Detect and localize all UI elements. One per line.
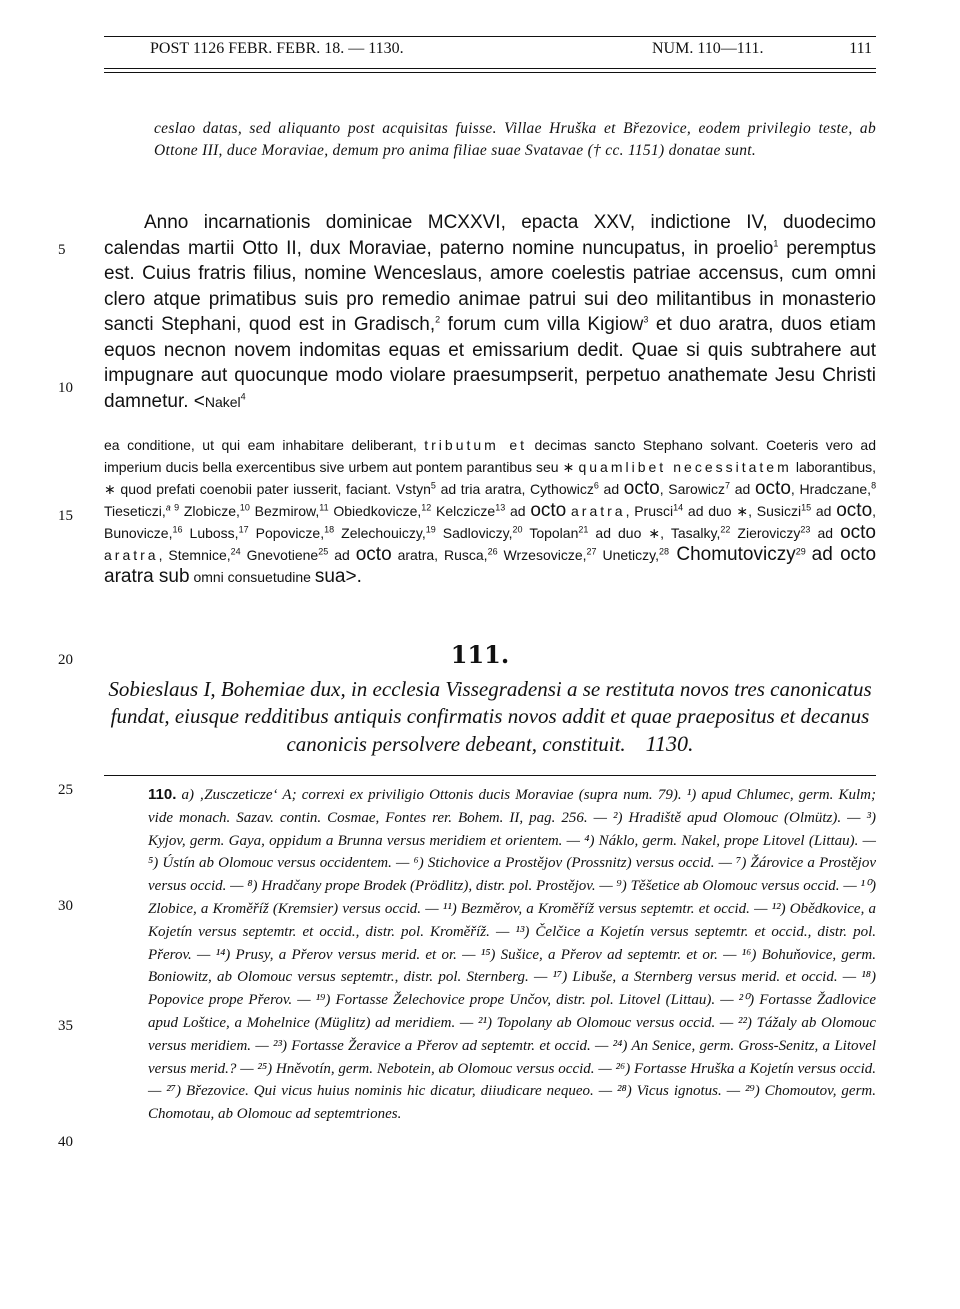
intro-paragraph: ceslao datas, sed aliquanto post acquisitas fuisse. Villae Hruška et Březovice, eodem privilegio teste, ab Ottone III, duce Moraviae, demum pro anima filiae suae Svatavae († cc. 1151) donatae sunt.	[154, 120, 876, 159]
footnotes: 110. a) ‚Zusczeticze‘ A; correxi ex priviligio Ottonis ducis Moraviae (supra num. 79). ¹) apud Chlumec, germ. Kulm; vide monach. Sazav. contin. Cosmae, Fontes rer. Bohem. II, pag. 256. — ²) Hradiště apud Olomouc (Olmütz). — ³) Kyjov, germ. Gaya, oppidum a Brunna versus meridiem et orientem. — ⁴) Náklo, germ. Nakel, prope Litovel (Littau). — ⁵) Ústín ab Olomouc versus occidentem. — ⁶) Stichovice a Prostějov (Prossnitz) versus occid. — ⁷) Žárovice a Prostějov versus occid. — ⁸) Hradčany prope Brodek (Prödlitz), distr. pol. Prostějov. — ⁹) Těšetice ab Olomouc versus occid. — ¹⁰) Zlobice, a Kroměříž (Kremsier) versus occid. — ¹¹) Bezměrov, a Kroměříž versus septemtr. et occid. — ¹²) Obědkovice, a Kojetín versus septemtr. et occid., distr. pol. Kroměříž. — ¹³) Čelčice a Kojetín versus septemtr. et occid., distr. pol. Přerov. — ¹⁴) Prusy, a Přerov versus merid. et or. — ¹⁵) Sušice, a Přerov ad septemtr. et or. — ¹⁶) Bohuňovice, germ. Boniowitz, ab Olomouc versus septemtr., distr. pol. Sternberg. — ¹⁷) Libuše, a Sternberg versus merid. et occid. — ¹⁸) Popovice prope Přerov. — ¹⁹) Fortasse Želechovice prope Unčov, distr. pol. Litovel (Littau). — ²⁰) Fortasse Žadlovice apud Loštice, a Mohelnice (Müglitz) ad meridiem. — ²¹) Topolany ab Olomouc versus occid. — ²²) Tážaly ab Olomouc versus meridiem. — ²³) Fortasse Žeravice a Přerov ad septemtr. et occid. — ²⁴) An Senice, germ. Gross-Senitz, a Litovel versus merid.? — ²⁵) Hněvotín, germ. Nebotein, ab Olomouc versus occid. — ²⁶) Fortasse Hruška a Kojetín versus occid. — ²⁷) Březovice. Qui vicus huius nominis hic dicatur, diiudicare nequeo. — ²⁸) Vicus ignotus. — ²⁹) Chomoutov, germ. Chomotau, ab Olomouc ad septemtriones.	[148, 786, 877, 1123]
footnote-label: 110.	[148, 786, 177, 803]
line-number: 10	[58, 380, 73, 396]
interpolation-text: ea conditione, ut qui eam inhabitare deliberant, tributum et decimas sancto Stephano solvant. Coeteris vero ad imperium ducis bella exercentibus sive urbem aut pontem parantibus seu ∗ quamlibet necessitatem laborantibus, ∗ quod prefati coenobii pater iusserit, faciant. Vstyn$^5$ ad tria aratra, Cythowicz$^6$ ad octo, Sarowicz$^7$ ad octo, Hradczane,$^8$ Tieseticzi,$^{a 9}$ Zlobicze,$^{10}$ Bezmirow,$^{11}$ Obiedkovicze,$^{12}$ Kelczicze$^{13}$ ad octo aratra, Prusci$^{14}$ ad duo ∗, Susiczi$^{15}$ ad octo, Bunovicze,$^{16}$ Luboss,$^{17}$ Popovicze,$^{18}$ Zelechouiczy,$^{19}$ Sadloviczy,$^{20}$ Topolan$^{21}$ ad duo ∗, Tasalky,$^{22}$ Zieroviczy$^{23}$ ad octo aratra, Stemnice,$^{24}$ Gnevotiene$^{25}$ ad octo aratra, Rusca,$^{26}$ Wrzesovicze,$^{27}$ Uneticzy,$^{28}$ Chomutoviczy$^{29}$ ad octo aratra sub omni consuetudine sua>.	[104, 437, 877, 587]
line-number: 25	[58, 782, 73, 798]
header-title: POST 1126 FEBR. FEBR. 18. — 1130.	[150, 40, 404, 57]
document-number: 111.	[450, 640, 510, 669]
footnote-rule	[104, 775, 876, 776]
running-header	[104, 40, 876, 68]
line-number: 35	[58, 1018, 73, 1034]
regest: Sobieslaus I, Bohemiae dux, in ecclesia Vissegradensi a se restituta novos tres canonicatus fundat, eiusque redditibus antiquis confirmatis novos addit et quae praepositus et decanus canonicis persolvere debeant, constituit. 1130.	[108, 677, 872, 756]
line-number: 15	[58, 508, 73, 524]
line-number: 40	[58, 1134, 73, 1150]
page-number: 111	[849, 40, 872, 57]
charter-text: Anno incarnationis dominicae MCXXVI, epacta XXV, indictione IV, duodecimo calendas martii Otto II, dux Moraviae, paterno nomine nuncupatus, in proelio$^1$ peremptus est. Cuius fratris filius, nomine Wenceslaus, amore coelestis patriae accensus, cum omni clero atque primatibus suis pro remedio animae patrui sui deo militantibus in monasterio sancti Stephani, quod est in Gradisch,$^2$ forum cum villa Kigiow$^3$ et duo aratra, duos etiam equos necnon novem indomitas equas et emissarium dedit. Quae si quis subtrahere aut impugnare aut quocunque modo violare praesumpserit, perpetuo anathemate Jesu Christi damnetur. <Nakel$^4$	[104, 212, 877, 412]
line-number: 30	[58, 898, 73, 914]
header-rule-bottom-2	[104, 72, 876, 73]
header-doc-range: NUM. 110—111.	[652, 40, 764, 57]
header-rule-bottom	[104, 68, 876, 69]
regest-date: 1130.	[645, 731, 694, 756]
line-number: 20	[58, 652, 73, 668]
line-number: 5	[58, 242, 66, 258]
header-rule-top	[104, 36, 876, 37]
